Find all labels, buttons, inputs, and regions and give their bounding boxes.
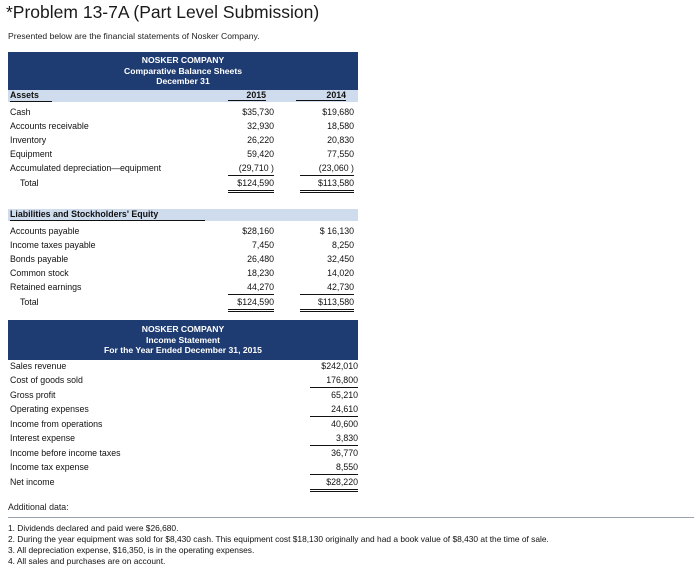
asset-2015: $35,730 [242,107,274,117]
income-value: 8,550 [310,461,358,475]
asset-2014: 18,580 [327,121,354,131]
liability-row-accounts-payable [8,225,358,239]
liability-row-bonds [8,253,358,267]
income-row-net-income [8,476,358,490]
balance-sheet-date: December 31 [156,76,210,86]
note-item: 4. All sales and purchases are on account. [8,556,166,566]
asset-row-inventory [8,134,358,148]
income-row-cogs [8,374,358,388]
liabilities-total-2014: $113,580 [300,296,354,312]
income-value: 3,830 [310,432,358,446]
assets-heading: Assets [10,90,52,102]
income-row-gross-profit [8,389,358,403]
income-label: Interest expense [10,433,76,443]
year-2014-header: 2014 [296,90,346,101]
asset-2015: 26,220 [247,135,274,145]
asset-2015: (29,710 ) [228,162,274,176]
balance-sheet-title: Comparative Balance Sheets [124,65,242,76]
year-2015-header: 2015 [228,90,266,101]
asset-label: Accumulated depreciation—equipment [10,163,162,173]
asset-2015: 32,930 [247,121,274,131]
problem-title: *Problem 13-7A (Part Level Submission) [6,2,320,22]
liability-row-common-stock [8,267,358,281]
liability-2014: 42,730 [300,281,354,295]
asset-row-cash [8,106,358,120]
income-value: 24,610 [310,403,358,417]
income-label: Income tax expense [10,462,89,472]
liability-2015: 18,230 [247,268,274,278]
total-label: Total [20,297,39,307]
balance-sheet-company: NOSKER COMPANY [141,55,225,65]
income-statement-period: For the Year Ended December 31, 2015 [104,345,262,355]
asset-label: Accounts receivable [10,121,89,131]
income-value: 36,770 [331,448,358,458]
liability-2015: 26,480 [247,254,274,264]
liability-label: Common stock [10,268,69,278]
liability-2014: 8,250 [331,240,354,250]
income-value: 40,600 [331,419,358,429]
income-label: Income before income taxes [10,448,121,458]
income-label: Net income [10,477,55,487]
income-value: $242,010 [321,361,358,371]
asset-2015: 59,420 [247,149,274,159]
income-value: 176,800 [310,374,358,388]
income-label: Operating expenses [10,404,89,414]
income-row-tax-expense [8,461,358,475]
asset-label: Equipment [10,149,53,159]
liability-2015: $28,160 [242,226,274,236]
income-row-sales-revenue [8,360,358,374]
intro-text: Presented below are the financial statements of Nosker Company. [8,31,260,41]
income-statement-company: NOSKER COMPANY [141,324,225,334]
income-label: Sales revenue [10,361,67,371]
income-row-before-taxes [8,447,358,461]
liabilities-total-row [8,296,358,310]
assets-total-2015: $124,590 [228,177,274,193]
asset-label: Inventory [10,135,47,145]
income-statement-title: Income Statement [145,334,221,345]
asset-row-accum-depreciation [8,162,358,176]
assets-total-row [8,177,358,191]
balance-sheet-header [8,52,358,90]
asset-2014: $19,680 [322,107,354,117]
income-label: Gross profit [10,390,56,400]
liability-2015: 7,450 [251,240,274,250]
liability-2014: $ 16,130 [319,226,354,236]
liability-label: Accounts payable [10,226,80,236]
income-row-operations [8,418,358,432]
total-label: Total [20,178,39,188]
income-value: $28,220 [310,476,358,492]
asset-row-equipment [8,148,358,162]
income-value: 65,210 [331,390,358,400]
income-label: Cost of goods sold [10,375,83,385]
asset-2014: 20,830 [327,135,354,145]
divider [8,517,694,518]
liability-row-retained-earnings [8,281,358,295]
liability-2014: 14,020 [327,268,354,278]
note-item: 1. Dividends declared and paid were $26,680. [8,523,179,533]
asset-2014: (23,060 ) [300,162,354,176]
asset-2014: 77,550 [327,149,354,159]
asset-label: Cash [10,107,31,117]
liability-label: Income taxes payable [10,240,96,250]
liability-row-income-taxes [8,239,358,253]
liability-label: Retained earnings [10,282,82,292]
income-row-operating-expenses [8,403,358,417]
liabilities-total-2015: $124,590 [228,296,274,312]
additional-data-title: Additional data: [8,502,69,512]
note-item: 2. During the year equipment was sold for $8,430 cash. This equipment cost $18,130 originally and had a book value of $8,430 at the time of sale. [8,534,549,544]
liability-label: Bonds payable [10,254,69,264]
note-item: 3. All depreciation expense, $16,350, is in the operating expenses. [8,545,255,555]
liability-2015: 44,270 [228,281,274,295]
income-row-interest-expense [8,432,358,446]
liabilities-heading: Liabilities and Stockholders' Equity [10,209,205,221]
income-label: Income from operations [10,419,103,429]
liability-2014: 32,450 [327,254,354,264]
assets-total-2014: $113,580 [300,177,354,193]
asset-row-receivable [8,120,358,134]
income-statement-header [8,320,358,360]
